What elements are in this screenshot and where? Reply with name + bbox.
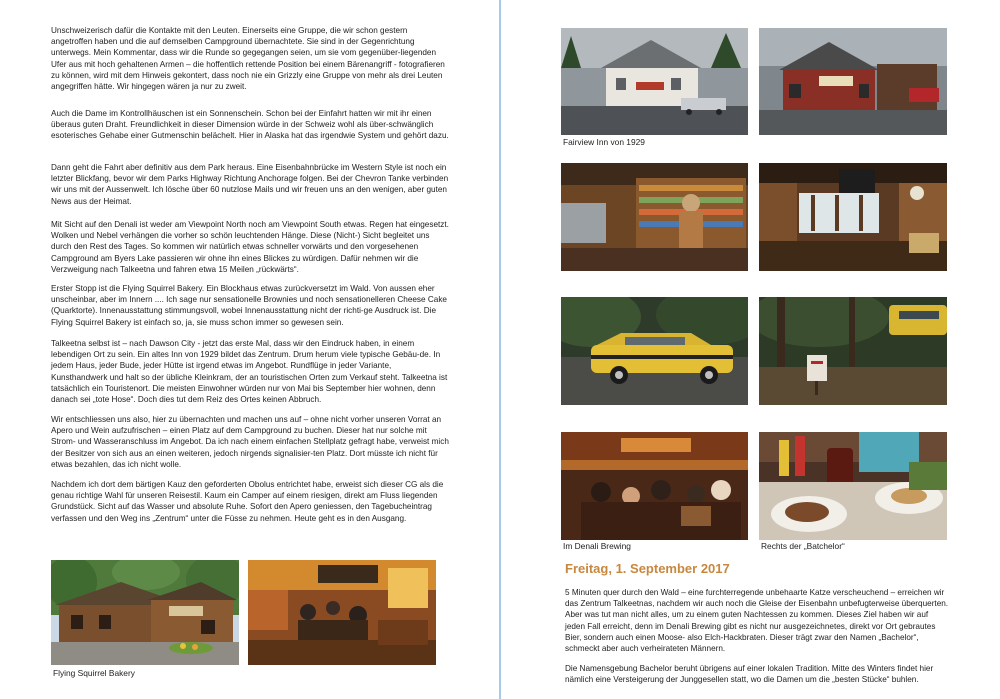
- paragraph: Erster Stopp ist die Flying Squirrel Bakery. Ein Blockhaus etwas zurückversetzt im Wald. Von aussen eher unscheinbar, aber im Innern .... Ich sage nur sensationelle Brownies und noch sensationelleren Cheese Cake (Quarktorte). Innenausstattung stimmungsvoll, wobei Innenausstattung nicht der richti-ge Ausdruck ist. Die Flying Squirrel Bakery ist einfach so, ja, sie muss schon immer so gewesen sein.: [51, 284, 447, 327]
- left-page: [0, 0, 499, 699]
- talkeetna-store-photo: [759, 28, 947, 135]
- fairview-caption: Fairview Inn von 1929: [563, 137, 645, 147]
- forest-sign-photo: [759, 297, 947, 405]
- store-interior-photo: [759, 163, 947, 271]
- yellow-taxi-photo: [561, 297, 748, 405]
- bakery-caption: Flying Squirrel Bakery: [53, 668, 135, 678]
- right-page: [501, 0, 1000, 699]
- paragraph: Dann geht die Fahrt aber definitiv aus dem Park heraus. Eine Eisenbahnbrücke im Western Style ist noch ein letzter Blickfang, bevor wir dem Parks Highway Richtung Anchorage folgen. Bei der Chevron Tanke verbinden wir uns mit der Aussenwelt. Ich lösche über 60 nutzlose Mails und wir freuen uns an den wenigen, aber guten News aus der Heimat.: [51, 163, 449, 206]
- day-heading: Freitag, 1. September 2017: [565, 561, 730, 576]
- paragraph: Mit Sicht auf den Denali ist weder am Viewpoint North noch am Viewpoint South etwas. Regen hat eingesetzt. Wolken und Nebel verhängen die vorher so schön leuchtenden Hänge. Diese (Nicht-) Sicht begleitet uns durch den Rest des Tages. So kommen wir natürlich etwas schneller vorwärts und den vorgesehenen Campground am Byers Lake passieren wir ohne ihn eines Blickes zu würdigen. Dafür nehmen wir die Verzweigung nach Talkeetna und fahren etwa 15 Meilen „rückwärts“.: [51, 220, 449, 274]
- paragraph: Die Namensgebung Bachelor beruht übrigens auf einer lokalen Tradition. Mitte des Winters findet hier nämlich eine Versteigerung der Junggesellen statt, wo die Damen um die „besten Stücke“ buhlen.: [565, 664, 934, 685]
- paragraph: Wir entschliessen uns also, hier zu übernachten und machen uns auf – ohne nicht vorher unseren Vorrat an Apero und Wein aufzufrischen – einen Platz auf dem Campground zu buchen. Dieser hat nur solche mit Strom- und Wasseranschluss im Angebot. Da ich nach einem einfachen Stellplatz gefragt habe, verweist mich der Besitzer von sich aus an einen weiteren, jedoch nirgends signalisier-ten Platz. Dort müsste ich nicht für etwas bezahlen, das ich nicht wolle.: [51, 415, 449, 469]
- bakery-photo: [51, 560, 239, 665]
- paragraph: Talkeetna selbst ist – nach Dawson City - jetzt das erste Mal, dass wir den Eindruck haben, in einem lebendigen Ort zu sein. Ein altes Inn von 1929 bildet das Zentrum. Drum herum viele typische Gebäu-de. In jedem Haus, jeder Bude, jeder Hütte ist irgend etwas im Angebot. Rundflüge in jeder Variante, Kunsthandwerk und halt so der übliche Kleinkram, der an touristischen Orten zum Verkauf steht. Talkeetna ist tatsächlich ein Touristenort. Die meisten Einwohner würden nur von Mai bis September hier wohnen, denn danach sei „tote Hose“. Doch dies tut dem Reiz des Ortes keinen Abbruch.: [51, 339, 448, 405]
- paragraph: Unschweizerisch dafür die Kontakte mit den Leuten. Einerseits eine Gruppe, die wir schon gestern angetroffen haben und die auf demselben Campground übernachtete. Sie sind in der Gegenrichtung unterwegs. Mein Kommentar, dass wir die Runde so gegegangen seien, um sie vom gegenüber-liegenden Ufer aus mit hoch gehaltenen Armen – die hoffentlich rettende Position bei einem Bärenangriff - fotografieren zu können, wird mit dem Hinweis gekontert, dass noch nie ein Grizzly eine Gruppe von mehr als drei Leuten angegriffen hätte. Wir hingegen wären ja nur zu zweit.: [51, 26, 445, 92]
- paragraph: 5 Minuten quer durch den Wald – eine furchterregende unbehaarte Katze verscheuchend – erreichen wir das Zentrum Talkeetnas, nachdem wir auch noch die Gleise der Eisenbahn unbefugterweise überquerten. Aber was tut man nicht alles, um zu einem guten Nachtessen zu kommen. Dieses Ziel haben wir auf jeden Fall erreicht, denn im Denali Brewing gibt es nicht nur ausgezeichnetes, direkt vor Ort gebrautes Bier, sondern auch einen Moose- also Elch-Hackbraten. Dieser trägt zwar den Namen „Bachelor“, schmeckt aber auch verheirateten Männern.: [565, 588, 949, 654]
- bachelor-dish-photo: [759, 432, 947, 540]
- paragraph: Auch die Dame im Kontrollhäuschen ist ein Sonnenschein. Schon bei der Einfahrt hatten wir mit ihr einen überaus guten Draht. Freundlichkeit in dieser Dimension würde in der Schweiz wohl als über-schwänglich esoterisches Gehabe einer Gutmenschin belächelt. Hier in Alaska hat das irgendwie System und gehört dazu.: [51, 109, 449, 141]
- denali-brewing-photo: [561, 432, 748, 540]
- bakery-interior-photo: [248, 560, 436, 665]
- paragraph: Nachdem ich dort dem bärtigen Kauz den geforderten Obolus entrichtet habe, erweist sich dieser CG als die genau richtige Wahl für unseren Reisestil. Kaum ein Camper auf einem riesigen, direkt am Fluss liegenden Grundstück. Sicht auf das Wasser und absolute Ruhe. Sofort den Apero geniessen, den Tagebucheintrag verfassen und den Weg ins „Zentrum“ unter die Füsse zu nehmen. Heute geht es in den Ausgang.: [51, 480, 444, 523]
- bachelor-caption: Rechts der „Batchelor“: [761, 541, 845, 551]
- fairview-inn-photo: [561, 28, 748, 135]
- brewing-caption: Im Denali Brewing: [563, 541, 631, 551]
- general-store-photo: [561, 163, 748, 271]
